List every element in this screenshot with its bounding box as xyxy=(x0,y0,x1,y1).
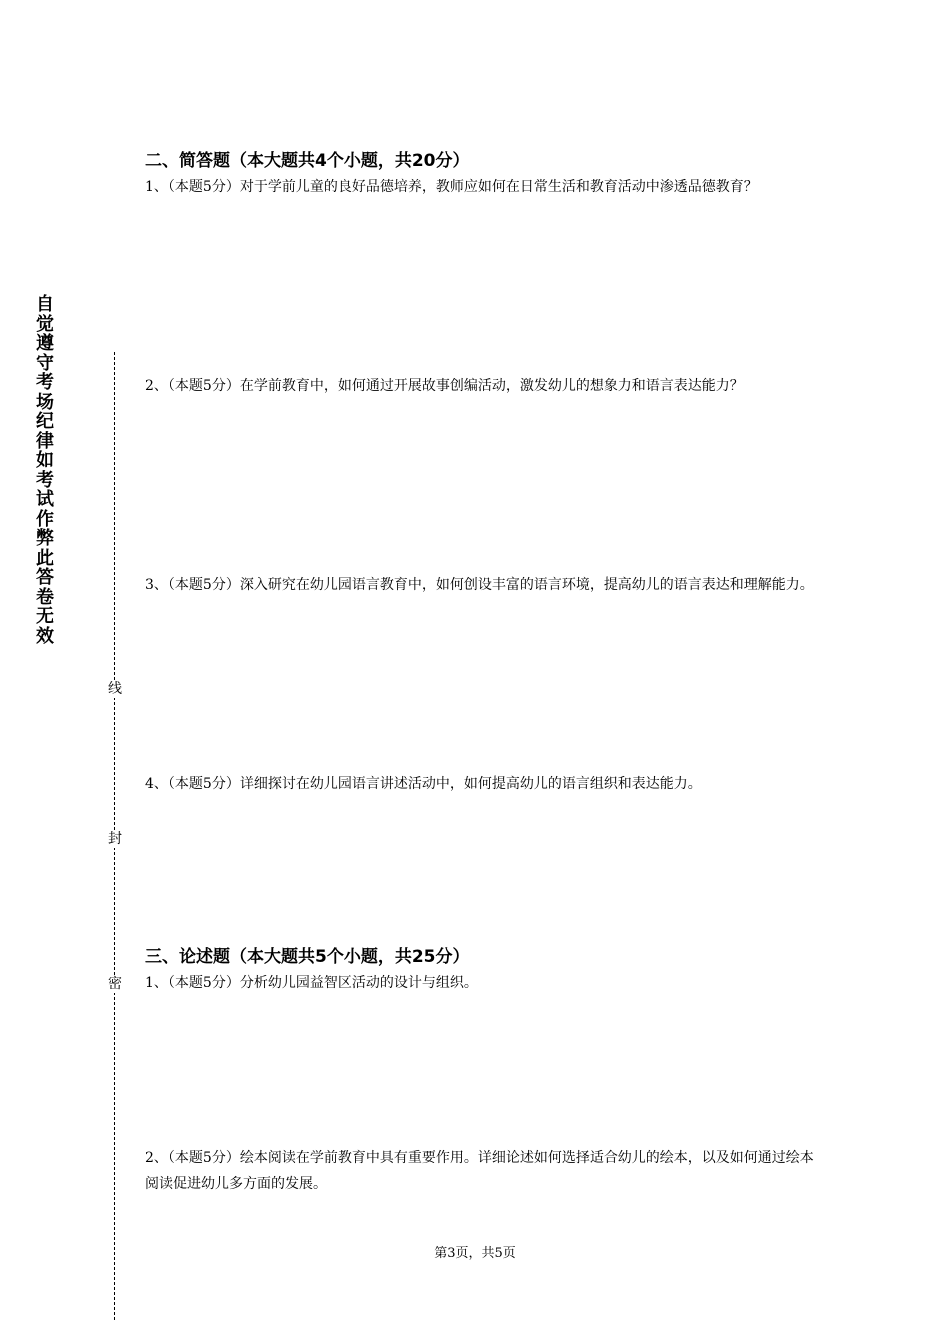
question-short-4: 4、（本题5分）详细探讨在幼儿园语言讲述活动中，如何提高幼儿的语言组织和表达能力。 xyxy=(145,776,702,792)
question-short-2: 2、（本题5分）在学前教育中，如何通过开展故事创编活动，激发幼儿的想象力和语言表达能力？ xyxy=(145,378,744,394)
question-short-1: 1、（本题5分）对于学前儿童的良好品德培养，教师应如何在日常生活和教育活动中渗透品德教育？ xyxy=(145,179,758,195)
binding-secret-label: 密 xyxy=(108,976,122,992)
section-title-essay: 三、论述题（本大题共5个小题，共25分） xyxy=(145,947,470,967)
page-number: 第3页，共5页 xyxy=(434,1246,516,1261)
question-essay-2: 2、（本题5分）绘本阅读在学前教育中具有重要作用。详细论述如何选择适合幼儿的绘本，以及如何通过绘本阅读促进幼儿多方面的发展。 xyxy=(145,1150,814,1192)
question-short-3: 3、（本题5分）深入研究在幼儿园语言教育中，如何创设丰富的语言环境，提高幼儿的语言表达和理解能力。 xyxy=(145,577,814,593)
binding-line-label: 线 xyxy=(108,681,122,697)
exam-discipline-notice: 自觉遵守考场纪律如考试作弊此答卷无效 xyxy=(36,294,54,647)
question-essay-1: 1、（本题5分）分析幼儿园益智区活动的设计与组织。 xyxy=(145,975,478,991)
section-title-short-answer: 二、简答题（本大题共4个小题，共20分） xyxy=(145,151,470,171)
binding-seal-label: 封 xyxy=(108,831,122,847)
